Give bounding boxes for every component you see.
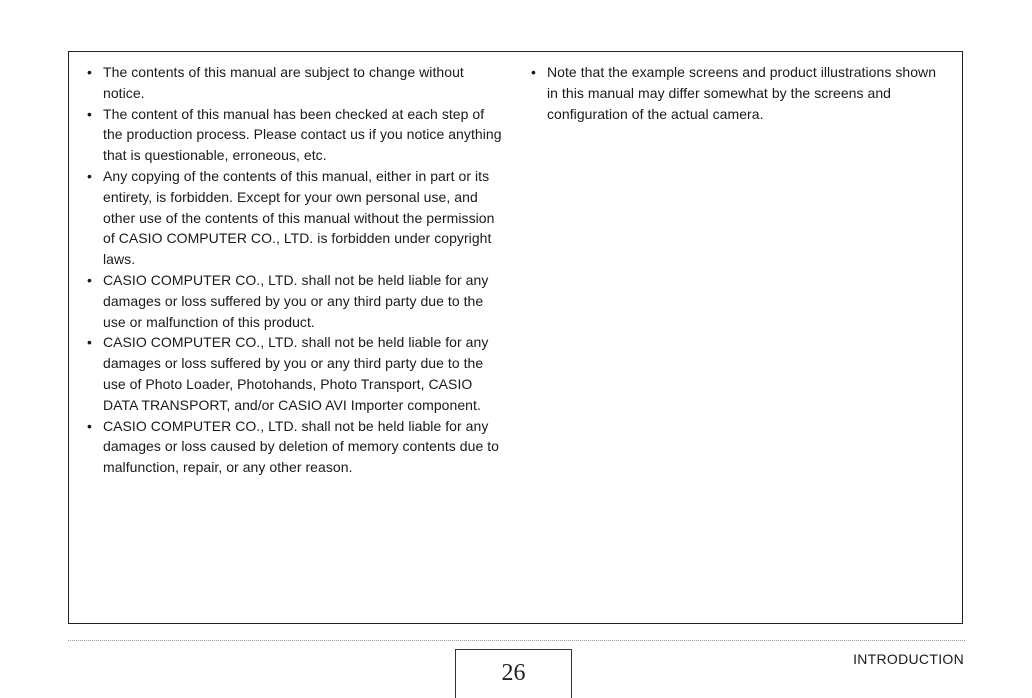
section-label: INTRODUCTION <box>853 651 964 667</box>
footer-divider <box>68 640 965 641</box>
notice-frame <box>68 51 963 624</box>
notice-list-left <box>87 62 507 478</box>
notice-item: • CASIO COMPUTER CO., LTD. shall not be held liable for any damages or loss suffered by you or any third party due to the use of Photo Loader, Photohands, Photo Transport, CASIO DATA TRANSPORT, and/or CASIO AVI Importer component. <box>87 332 507 415</box>
notice-item: • CASIO COMPUTER CO., LTD. shall not be held liable for any damages or loss suffered by you or any third party due to the use or malfunction of this product. <box>87 270 507 332</box>
page-number-box <box>455 649 572 698</box>
page-number: 26 <box>501 660 526 686</box>
notice-item: • The contents of this manual are subject to change without notice. <box>87 62 507 104</box>
notice-item: • Any copying of the contents of this manual, either in part or its entirety, is forbidden. Except for your own personal use, and other use of the contents of this manual without the permission of CASIO COMPUTER CO., LTD. is forbidden under copyright laws. <box>87 166 507 270</box>
notice-item: • Note that the example screens and product illustrations shown in this manual may differ somewhat by the screens and configuration of the actual camera. <box>531 62 941 124</box>
notice-item: • The content of this manual has been checked at each step of the production process. Please contact us if you notice anything that is questionable, erroneous, etc. <box>87 104 507 166</box>
notice-list-right <box>531 62 941 124</box>
notice-item: • CASIO COMPUTER CO., LTD. shall not be held liable for any damages or loss caused by deletion of memory contents due to malfunction, repair, or any other reason. <box>87 416 507 478</box>
